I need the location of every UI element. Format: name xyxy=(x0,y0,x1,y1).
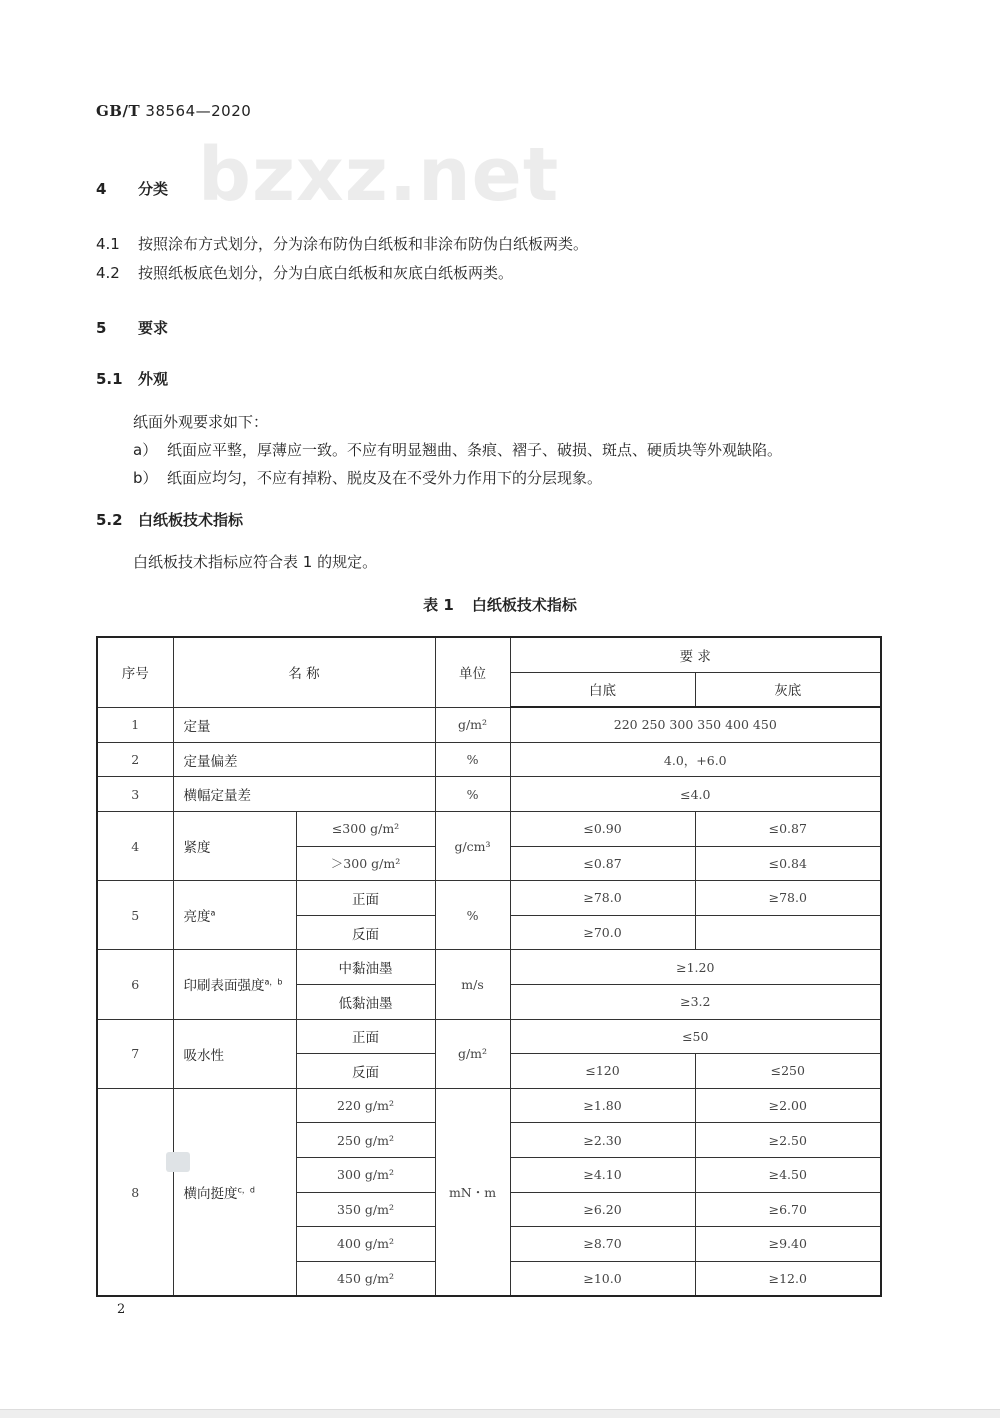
row-sub-label: 450 g/m² xyxy=(296,1261,435,1296)
row-no: 8 xyxy=(97,1088,173,1296)
row-no: 6 xyxy=(97,950,173,1019)
header-no: 序号 xyxy=(97,637,173,707)
table-caption-label: 表 1 xyxy=(423,596,454,614)
header-name: 名 称 xyxy=(173,637,435,707)
spec-intro: 白纸板技术指标应符合表 1 的规定。 xyxy=(133,553,378,571)
row-white-value: ≥8.70 xyxy=(510,1227,695,1262)
section-4-heading xyxy=(96,178,168,199)
watermark-logo-icon xyxy=(166,1152,190,1172)
spec-table xyxy=(96,636,882,1297)
row-no: 2 xyxy=(97,742,173,777)
row-value: 220 250 300 350 400 450 xyxy=(510,707,881,742)
row-sub-label: 反面 xyxy=(296,1054,435,1089)
table-row xyxy=(97,1088,881,1123)
footnote-ref: c，d xyxy=(237,1185,255,1195)
row-name xyxy=(173,1088,296,1296)
row-gray-value: ≥78.0 xyxy=(695,881,881,916)
row-gray-value: ≤0.87 xyxy=(695,811,881,846)
row-gray-value: ≥12.0 xyxy=(695,1261,881,1296)
row-gray-value xyxy=(695,915,881,950)
row-white-value: ≥6.20 xyxy=(510,1192,695,1227)
row-name xyxy=(173,950,296,1019)
section-number: 5.2 xyxy=(96,511,123,529)
table-row xyxy=(97,1019,881,1054)
table-row xyxy=(97,811,881,846)
appearance-item-b xyxy=(133,467,602,488)
table-row xyxy=(97,950,881,985)
clause-4-1 xyxy=(96,233,588,254)
row-unit: % xyxy=(435,881,510,950)
row-sub-label: 正面 xyxy=(296,1019,435,1054)
row-gray-value: ≥9.40 xyxy=(695,1227,881,1262)
row-no: 5 xyxy=(97,881,173,950)
header-white-base: 白底 xyxy=(510,672,695,707)
row-white-value: ≥70.0 xyxy=(510,915,695,950)
row-unit: m/s xyxy=(435,950,510,1019)
appearance-item-a xyxy=(133,439,782,460)
row-name: 定量 xyxy=(173,707,435,742)
row-value: 4.0，+6.0 xyxy=(510,742,881,777)
clause-number: 4.2 xyxy=(96,264,120,282)
footnote-ref: a xyxy=(210,908,216,918)
appearance-intro: 纸面外观要求如下： xyxy=(133,413,269,431)
row-value: ≤4.0 xyxy=(510,777,881,812)
row-name xyxy=(173,881,296,950)
row-unit: g/cm³ xyxy=(435,811,510,880)
row-sub-label: 300 g/m² xyxy=(296,1157,435,1192)
section-5-1-heading xyxy=(96,368,168,389)
table-row xyxy=(97,881,881,916)
row-white-value: ≥4.10 xyxy=(510,1157,695,1192)
row-sub-label: ＞300 g/m² xyxy=(296,846,435,881)
row-gray-value: ≥4.50 xyxy=(695,1157,881,1192)
item-text: 纸面应均匀，不应有掉粉、脱皮及在不受外力作用下的分层现象。 xyxy=(167,469,603,487)
row-sub-label: 220 g/m² xyxy=(296,1088,435,1123)
row-name-text: 亮度 xyxy=(183,909,211,926)
row-sub-label: ≤300 g/m² xyxy=(296,811,435,846)
table-header-row xyxy=(97,637,881,672)
row-sub-label: 中黏油墨 xyxy=(296,950,435,985)
row-no: 4 xyxy=(97,811,173,880)
row-sub-label: 反面 xyxy=(296,915,435,950)
row-name-text: 横向挺度 xyxy=(183,1186,238,1202)
row-value: ≥1.20 xyxy=(510,950,881,985)
row-white-value: ≤120 xyxy=(510,1054,695,1089)
row-gray-value: ≥2.50 xyxy=(695,1123,881,1158)
section-number: 4 xyxy=(96,180,107,198)
section-title: 外观 xyxy=(138,370,169,388)
row-name: 横幅定量差 xyxy=(173,777,435,812)
row-unit: % xyxy=(435,742,510,777)
row-sub-label: 250 g/m² xyxy=(296,1123,435,1158)
standard-number: 38564—2020 xyxy=(145,102,252,120)
row-white-value: ≤0.90 xyxy=(510,811,695,846)
section-number: 5.1 xyxy=(96,370,123,388)
clause-text: 按照涂布方式划分，分为涂布防伪白纸板和非涂布防伪白纸板两类。 xyxy=(138,235,589,253)
watermark: bzxz.net xyxy=(198,132,560,218)
row-white-value: ≤0.87 xyxy=(510,846,695,881)
row-white-value: ≥10.0 xyxy=(510,1261,695,1296)
row-value: ≥3.2 xyxy=(510,984,881,1019)
header-gray-base: 灰底 xyxy=(695,672,881,707)
clause-number: 4.1 xyxy=(96,235,120,253)
row-sub-label: 低黏油墨 xyxy=(296,984,435,1019)
row-no: 7 xyxy=(97,1019,173,1088)
row-name-text: 印刷表面强度 xyxy=(183,978,265,995)
section-title: 白纸板技术指标 xyxy=(138,511,244,529)
section-title: 要求 xyxy=(138,319,169,337)
table-caption xyxy=(0,594,1000,615)
row-gray-value: ≥2.00 xyxy=(695,1088,881,1123)
row-no: 3 xyxy=(97,777,173,812)
row-gray-value: ≥6.70 xyxy=(695,1192,881,1227)
row-value: ≤50 xyxy=(510,1019,881,1054)
row-unit: g/m² xyxy=(435,1019,510,1088)
row-white-value: ≥78.0 xyxy=(510,881,695,916)
clause-4-2 xyxy=(96,262,513,283)
row-sub-label: 400 g/m² xyxy=(296,1227,435,1262)
row-name: 紧度 xyxy=(173,811,296,880)
row-white-value: ≥2.30 xyxy=(510,1123,695,1158)
item-text: 纸面应平整，厚薄应一致。不应有明显翘曲、条痕、褶子、破损、斑点、硬质块等外观缺陷。 xyxy=(167,441,783,459)
row-name: 吸水性 xyxy=(173,1019,296,1088)
row-unit: % xyxy=(435,777,510,812)
row-gray-value: ≤0.84 xyxy=(695,846,881,881)
table-row xyxy=(97,707,881,742)
row-white-value: ≥1.80 xyxy=(510,1088,695,1123)
item-mark: b） xyxy=(133,469,158,487)
row-sub-label: 正面 xyxy=(296,881,435,916)
page-bottom-edge xyxy=(0,1409,1000,1418)
clause-text: 按照纸板底色划分，分为白底白纸板和灰底白纸板两类。 xyxy=(138,264,514,282)
page-number: 2 xyxy=(117,1302,126,1317)
footnote-ref: a，b xyxy=(264,977,283,987)
standard-code xyxy=(96,102,251,120)
row-unit: mN・m xyxy=(435,1088,510,1296)
section-title: 分类 xyxy=(138,180,169,198)
row-gray-value: ≤250 xyxy=(695,1054,881,1089)
row-name: 定量偏差 xyxy=(173,742,435,777)
table-caption-title: 白纸板技术指标 xyxy=(471,596,577,614)
row-unit: g/m² xyxy=(435,707,510,742)
row-sub-label: 350 g/m² xyxy=(296,1192,435,1227)
header-requirement: 要 求 xyxy=(510,637,881,672)
section-5-2-heading xyxy=(96,509,243,530)
header-unit: 单位 xyxy=(435,637,510,707)
standard-prefix: GB/T xyxy=(96,102,141,120)
section-number: 5 xyxy=(96,319,107,337)
item-mark: a） xyxy=(133,441,158,459)
table-row xyxy=(97,777,881,812)
row-no: 1 xyxy=(97,707,173,742)
section-5-heading xyxy=(96,317,168,338)
table-row xyxy=(97,742,881,777)
